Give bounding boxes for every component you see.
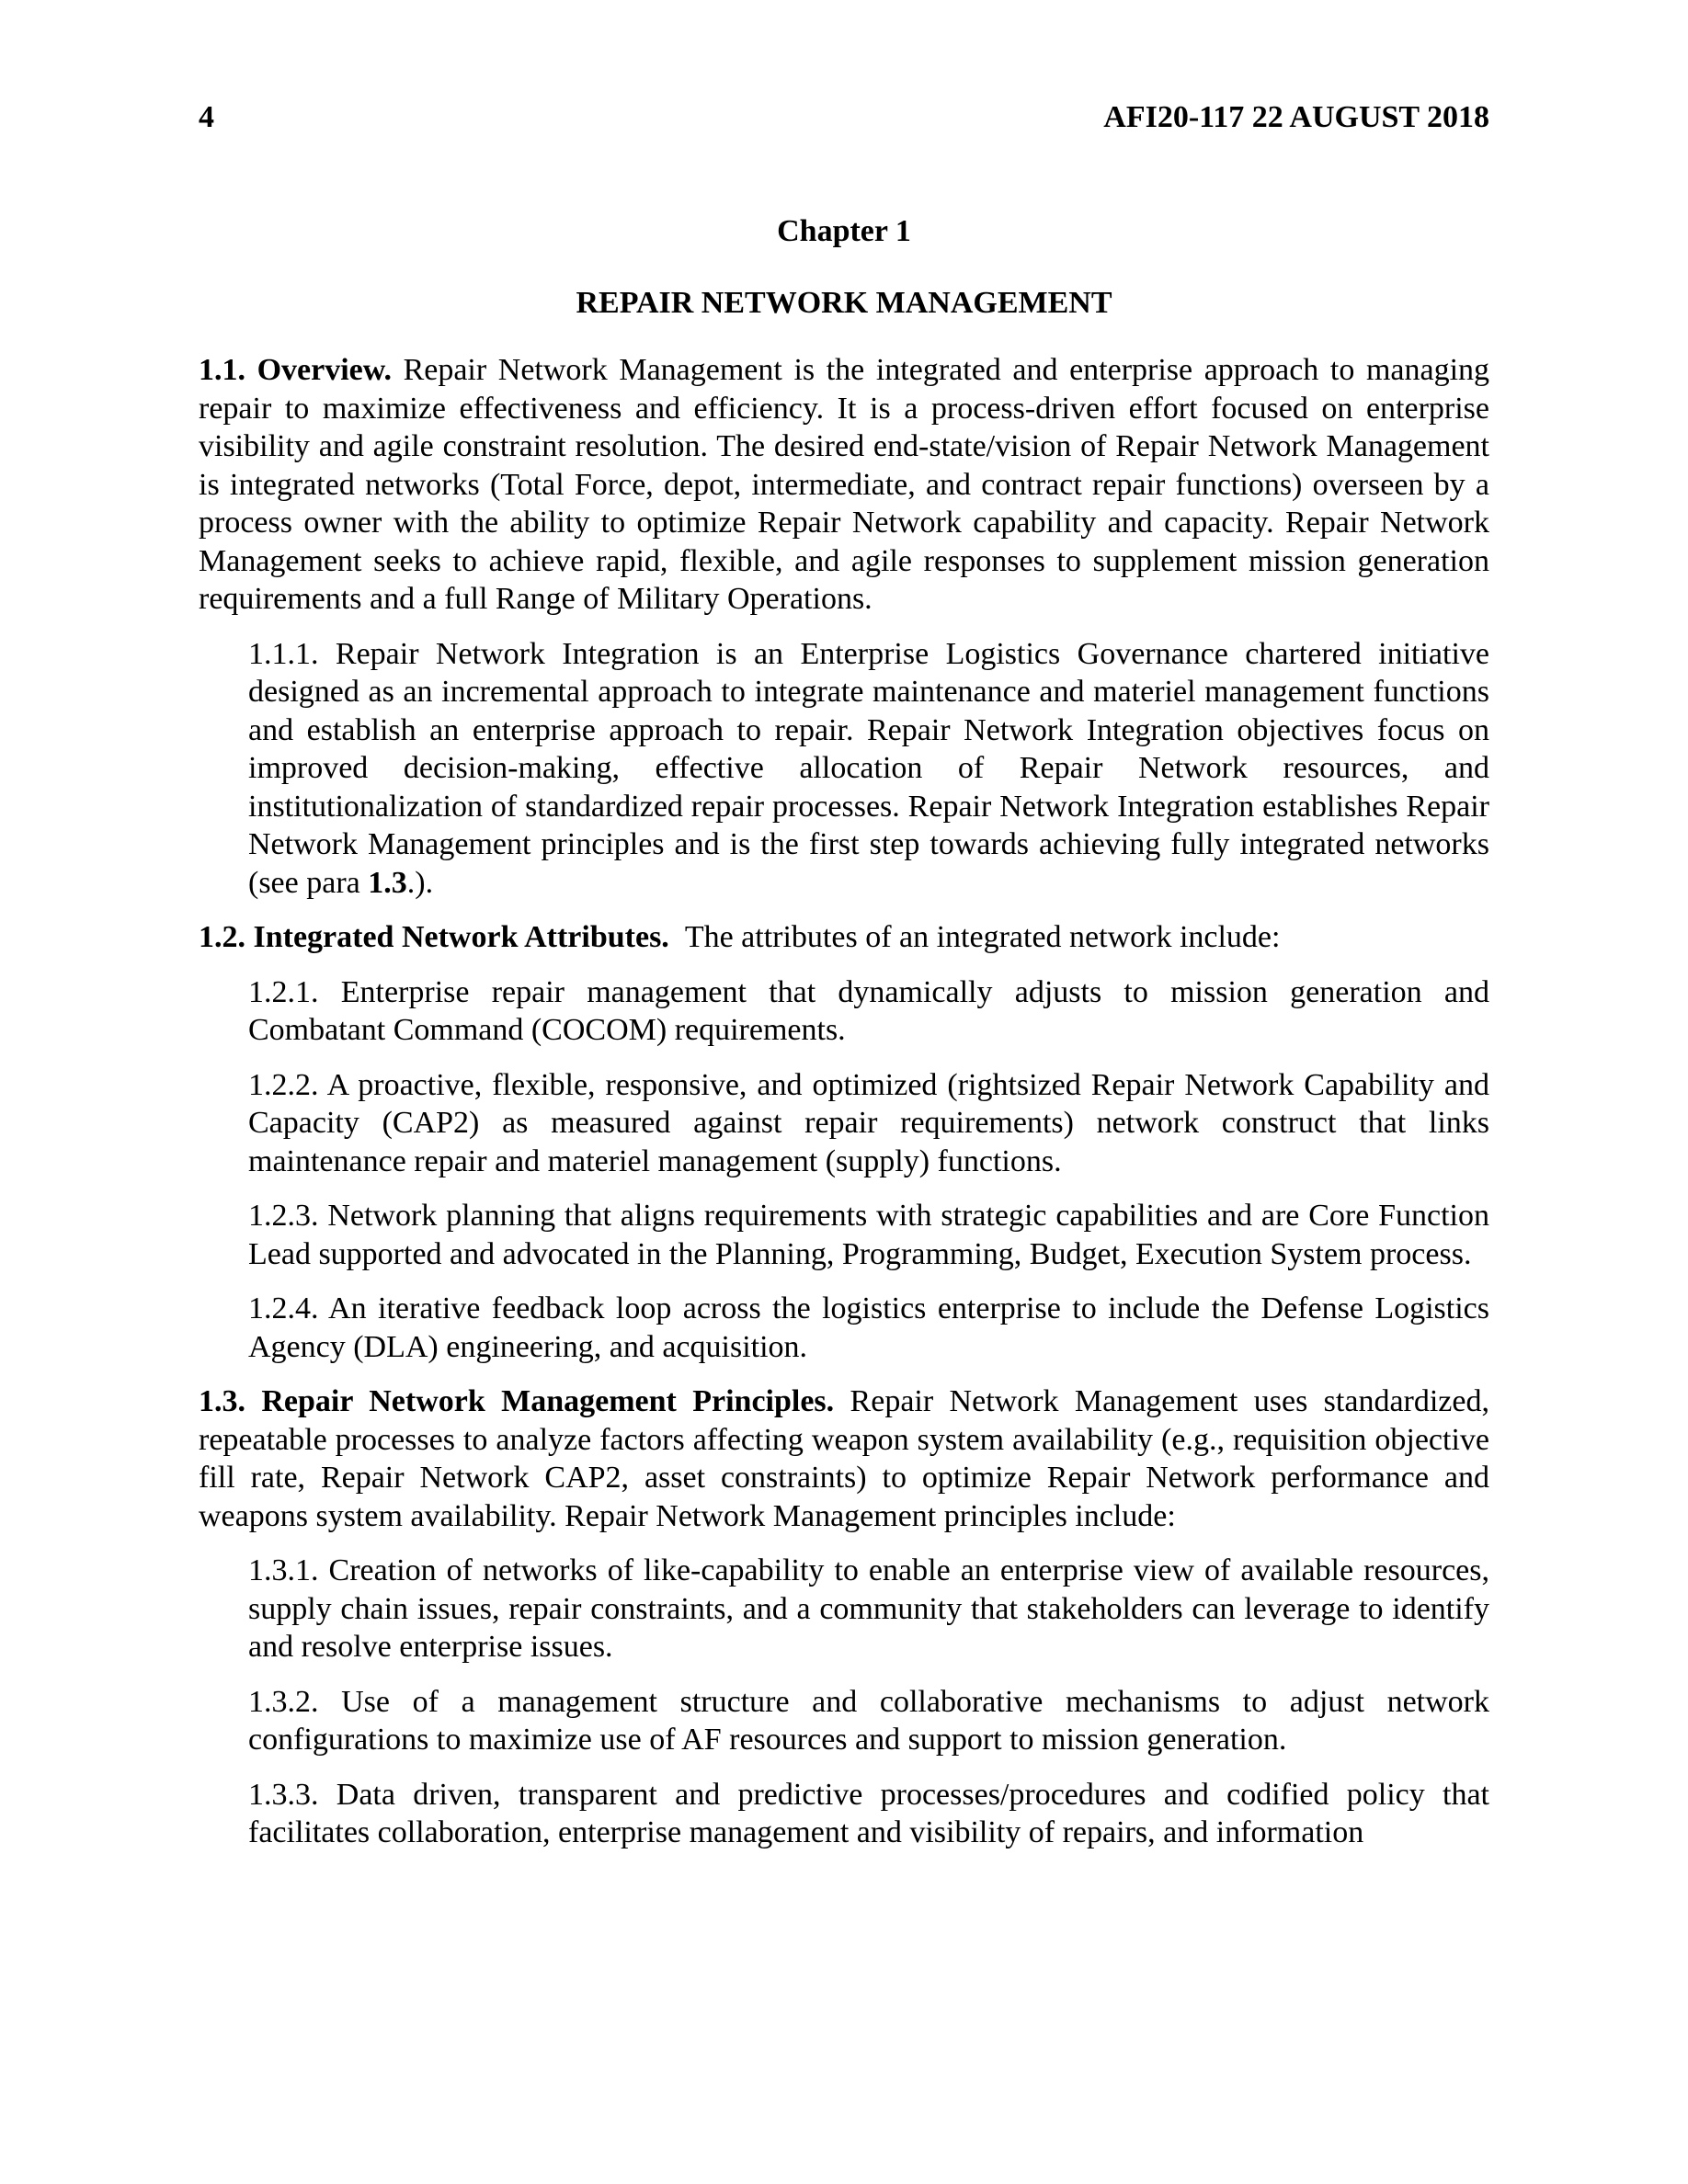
section-text: The attributes of an integrated network include: — [684, 920, 1281, 954]
section-text: Network planning that aligns requirements with strategic capabilities and are Core Function Lead supported and advocated in the Planning, Programming, Budget, Execution System process. — [248, 1199, 1490, 1271]
section-heading: Overview. — [257, 353, 392, 387]
document-body — [199, 351, 1489, 1869]
section-number: 1.2.4. — [248, 1291, 319, 1325]
section-text: Data driven, transparent and predictive processes/procedures and codified policy that facilitates collaboration, enterprise management and visibility of repairs, and information — [248, 1777, 1490, 1849]
chapter-number: Chapter 1 — [777, 214, 911, 248]
reference-tail: .). — [406, 865, 434, 900]
section-1-3-3 — [248, 1776, 1489, 1852]
section-number: 1.2.3. — [248, 1199, 319, 1233]
section-text: Use of a management structure and collaborative mechanisms to adjust network configurations to maximize use of AF resources and support to mission generation. — [248, 1684, 1489, 1757]
section-heading: Repair Network Management Principles. — [261, 1384, 835, 1418]
section-number: 1.1. — [199, 353, 245, 387]
section-number: 1.3.1. — [248, 1553, 319, 1587]
chapter-title: REPAIR NETWORK MANAGEMENT — [576, 286, 1112, 320]
section-number: 1.2.2. — [248, 1067, 319, 1102]
section-heading: Integrated Network Attributes. — [253, 920, 669, 954]
section-text: A proactive, flexible, responsive, and optimized (rightsized Repair Network Capability and Capacity (CAP2) as measured against repair requirements) network construct that links maintenance repair and materiel management (supply) functions. — [248, 1067, 1489, 1178]
section-1-2-3 — [248, 1197, 1489, 1273]
section-text: Enterprise repair management that dynamically adjusts to mission generation and Combatant Command (COCOM) requirements. — [248, 974, 1489, 1047]
cross-reference: 1.3 — [368, 865, 407, 900]
section-number: 1.3. — [199, 1384, 245, 1418]
section-1-3-1 — [248, 1552, 1489, 1666]
section-number: 1.3.3. — [248, 1777, 319, 1812]
section-text: Creation of networks of like-capability to enable an enterprise view of available resources, supply chain issues, repair constraints, and a community that stakeholders can leverage to identify and resolve enterprise issues. — [248, 1553, 1489, 1664]
section-1-2-2 — [248, 1066, 1489, 1181]
section-1-1-1 — [248, 635, 1489, 903]
section-1-2 — [199, 918, 1489, 957]
section-text: Repair Network Integration is an Enterprise Logistics Governance chartered initiative designed as an incremental approach to integrate maintenance and materiel management functions and establish an enterprise approach to repair. Repair Network Integration objectives focus on improved decision-making, effective allocation of Repair Network resources, and institutionalization of standardized repair processes. Repair Network Integration establishes Repair Network Management principles and is the first step towards achieving fully integrated networks (see para — [248, 636, 1489, 900]
document-id: AFI20-117 22 AUGUST 2018 — [1103, 100, 1489, 134]
section-text: An iterative feedback loop across the logistics enterprise to include the Defense Logistics Agency (DLA) engineering, and acquisition. — [248, 1291, 1489, 1364]
section-1-1 — [199, 351, 1489, 619]
section-text: Repair Network Management is the integrated and enterprise approach to managing repair to maximize effectiveness and efficiency. It is a process-driven effort focused on enterprise visibility and agile constraint resolution. The desired end-state/vision of Repair Network Management is integrated networks (Total Force, depot, intermediate, and contract repair functions) overseen by a process owner with the ability to optimize Repair Network capability and capacity. Repair Network Management seeks to achieve rapid, flexible, and agile responses to supplement mission generation requirements and a full Range of Military Operations. — [199, 353, 1490, 616]
section-1-2-4 — [248, 1290, 1489, 1366]
section-1-3 — [199, 1382, 1489, 1535]
section-number: 1.3.2. — [248, 1684, 319, 1719]
section-number: 1.1.1. — [248, 636, 319, 671]
section-1-2-1 — [248, 973, 1489, 1050]
section-number: 1.2. — [199, 920, 245, 954]
section-number: 1.2.1. — [248, 974, 319, 1009]
section-text: Repair Network Management uses standardized, repeatable processes to analyze factors affecting weapon system availability (e.g., requisition objective fill rate, Repair Network CAP2, asset constraints) to optimize Repair Network performance and weapons system availability. Repair Network Management principles include: — [199, 1384, 1489, 1533]
page-number: 4 — [199, 100, 214, 134]
section-1-3-2 — [248, 1683, 1489, 1759]
